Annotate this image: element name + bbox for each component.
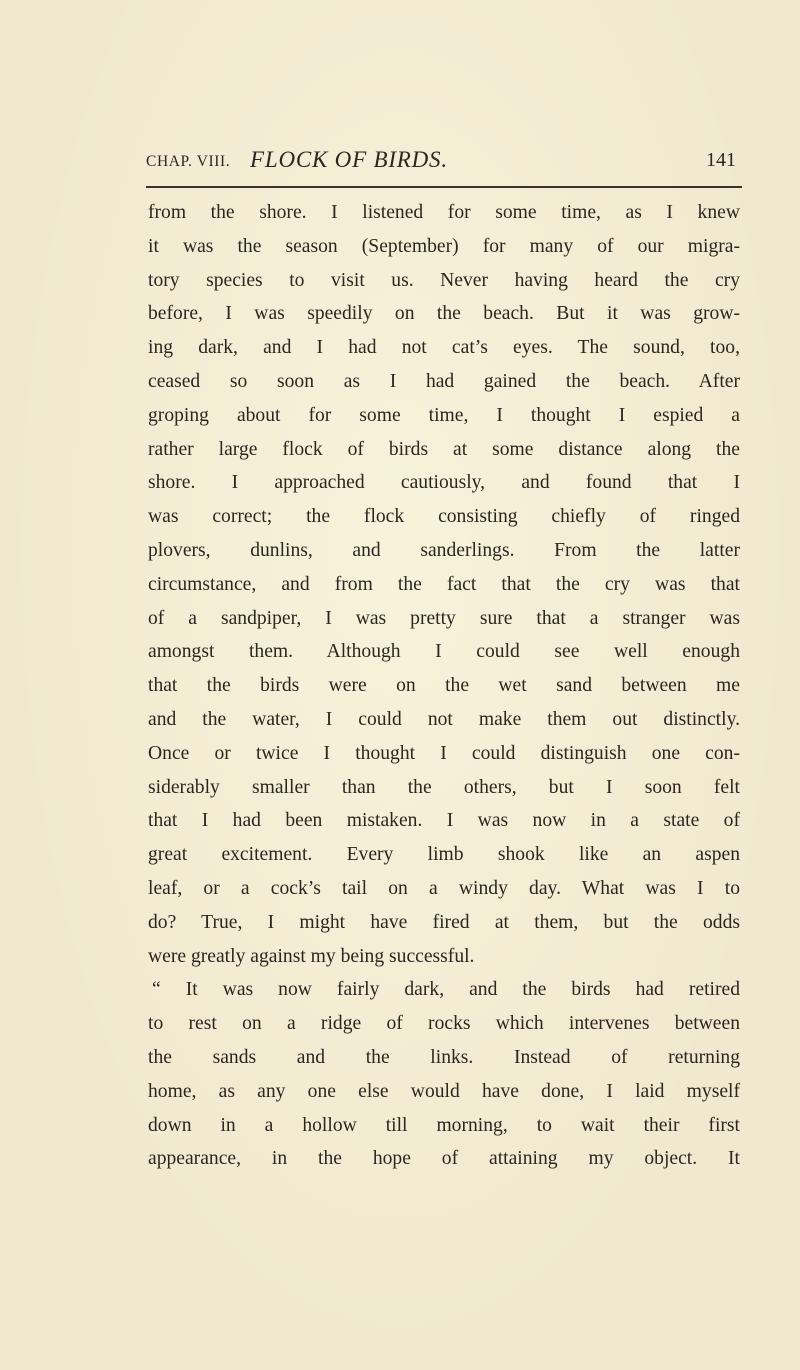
text-line: tory species to visit us. Never having heard the cry (148, 269, 740, 291)
text-line: rather large flock of birds at some distance along the (148, 438, 740, 460)
header-rule (146, 186, 742, 188)
text-line: ceased so soon as I had gained the beach. After (148, 370, 740, 392)
text-line: to rest on a ridge of rocks which intervenes between (148, 1013, 740, 1035)
text-line: the sands and the links. Instead of returning (148, 1046, 740, 1068)
text-line: home, as any one else would have done, I laid myself (148, 1080, 740, 1102)
text-line: groping about for some time, I thought I espied a (148, 404, 740, 426)
running-title: FLOCK OF BIRDS. (250, 147, 448, 172)
text-line: “ It was now fairly dark, and the birds had retired (152, 979, 740, 1001)
text-line: of a sandpiper, I was pretty sure that a stranger was (148, 607, 740, 629)
text-line: from the shore. I listened for some time, as I knew (148, 202, 740, 223)
text-line: do? True, I might have fired at them, but the odds (148, 911, 740, 933)
text-line: amongst them. Although I could see well enough (148, 641, 740, 663)
text-line: that I had been mistaken. I was now in a state of (148, 810, 740, 832)
text-line: siderably smaller than the others, but I soon felt (148, 776, 740, 798)
page-header (146, 147, 742, 181)
text-line: ing dark, and I had not cat’s eyes. The sound, too, (148, 337, 740, 359)
text-line: were greatly against my being successful. (148, 945, 475, 967)
text-line: that the birds were on the wet sand between me (148, 675, 740, 697)
chapter-label: CHAP. VIII. (146, 153, 231, 170)
text-line: appearance, in the hope of attaining my object. It (148, 1148, 740, 1170)
text-line: was correct; the flock consisting chiefly of ringed (148, 506, 740, 528)
page-number: 141 (706, 149, 736, 171)
text-line: it was the season (September) for many of our migra- (148, 235, 740, 257)
body-text (148, 196, 740, 1176)
text-line: plovers, dunlins, and sanderlings. From the latter (148, 539, 740, 561)
text-line: down in a hollow till morning, to wait their first (148, 1114, 740, 1136)
text-line: circumstance, and from the fact that the cry was that (148, 573, 740, 595)
text-line: and the water, I could not make them out distinctly. (148, 708, 740, 730)
text-line: leaf, or a cock’s tail on a windy day. What was I to (148, 877, 740, 899)
text-line: before, I was speedily on the beach. But it was grow- (148, 303, 740, 325)
text-line: shore. I approached cautiously, and found that I (148, 472, 740, 494)
text-line: great excitement. Every limb shook like an aspen (148, 844, 740, 866)
text-line: Once or twice I thought I could distinguish one con- (148, 742, 740, 764)
